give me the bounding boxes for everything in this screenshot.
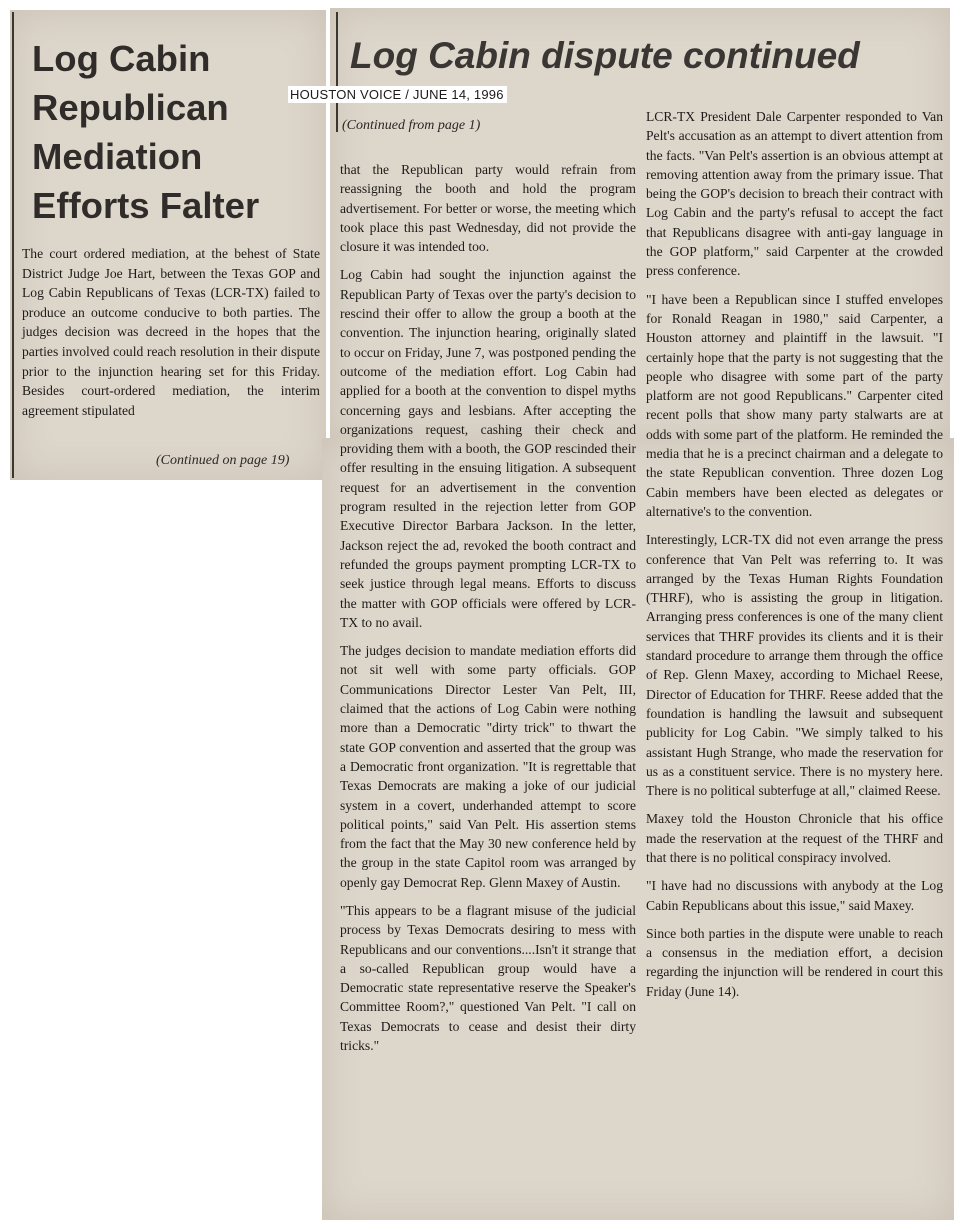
article-paragraph: Maxey told the Houston Chronicle that his office made the reservation at the request of the THRF and that there is no political conspiracy involved.: [646, 811, 943, 865]
sidebar-body: [22, 244, 320, 420]
continued-from-note: (Continued from page 1): [342, 118, 481, 133]
article-title: Log Cabin dispute continued: [350, 35, 860, 76]
sidebar-headline: Log Cabin Republican Mediation Efforts Falter: [32, 38, 260, 226]
article-right-column: [646, 107, 943, 1001]
article-paragraph: Since both parties in the dispute were unable to reach a consensus in the mediation effort, a decision regarding the injunction will be rendered in court this Friday (June 14).: [646, 925, 943, 999]
article-paragraph: Interestingly, LCR-TX did not even arrange the press conference that Van Pelt was referring to. It was arranged by the Texas Human Rights Foundation (THRF), who is assisting the group in litigation. Arranging press conferences is one of the many client services that THRF provides its clients and it is their standard procedure to arrange them through the office of Rep. Glenn Maxey, according to Michael Reese, Director of Education for THRF. Reese added that the foundation is handling the lawsuit and subsequent publicity for Log Cabin. "We simply talked to his assistant Hugh Strange, who made the reservation for us as a constituent service. There is no mystery here. There is no political subterfuge at all," claimed Reese.: [646, 532, 943, 799]
continued-on-note: (Continued on page 19): [156, 453, 290, 468]
title-rule: [336, 12, 338, 132]
article-paragraph: "This appears to be a flagrant misuse of the judicial process by Texas Democrats desiring to mess with Republicans and our conventions....Isn't it strange that a so-called Republican group would have a Democratic state representative reserve the Speaker's Committee Room?," questioned Van Pelt. "I call on Texas Democrats to cease and desist their dirty tricks.": [340, 902, 636, 1054]
article-paragraph: that the Republican party would refrain from reassigning the booth and hold the program advertisement. For better or worse, the meeting which took place this past Wednesday, did not provide the closure it was intended too.: [340, 162, 636, 255]
left-border-rule: [12, 12, 14, 478]
article-paragraph: LCR-TX President Dale Carpenter responded to Van Pelt's accusation as an attempt to divert attention from the facts. "Van Pelt's assertion is an obvious attempt at removing attention away from the primary issue. That being the GOP's decision to breach their contract with Log Cabin and the party's refusal to accept the fact that Republicans disagree with anti-gay language in the GOP platform," said Carpenter at the crowded press conference.: [646, 109, 943, 279]
sidebar-paragraph: The court ordered mediation, at the behest of State District Judge Joe Hart, between the Texas GOP and Log Cabin Republicans of Texas (LCR-TX) failed to produce an outcome conducive to both parties. The judges decision was decreed in the hopes that the parties involved could reach resolution in their dispute prior to the injunction hearing set for this Friday. Besides court-ordered mediation, the interim agreement stipulated: [22, 246, 320, 418]
article-paragraph: Log Cabin had sought the injunction against the Republican Party of Texas over the party's decision to rescind their offer to allow the group a booth at the convention. The injunction hearing, originally slated to occur on Friday, June 7, was postponed pending the outcome of the mediation effort. Log Cabin had applied for a booth at the convention to dispel myths concerning gays and lesbians. After accepting the organizations request, cashing their check and providing them with a booth, the GOP rescinded their offer resulting in the ensuing litigation. A subsequent request for an advertisement in the convention program resulted in the rejection letter from GOP Executive Director Barbara Jackson. In the letter, Jackson reject the ad, revoked the booth contract and refunded the groups payment prompting LCR-TX to seek justice through legal means. Efforts to discuss the matter with GOP officials were offered by LCR-TX to no avail.: [340, 267, 636, 630]
article-paragraph: "I have had no discussions with anybody at the Log Cabin Republicans about this issue," said Maxey.: [646, 878, 943, 913]
article-middle-column: [340, 160, 636, 1055]
publication-masthead: HOUSTON VOICE / JUNE 14, 1996: [288, 86, 507, 103]
article-paragraph: "I have been a Republican since I stuffed envelopes for Ronald Reagan in 1980," said Carpenter, a Houston attorney and plaintiff in the lawsuit. "I certainly hope that the party is not suggesting that the people who disagree with some part of the party platform are not good Republicans." Carpenter cited recent polls that show many party stalwarts are at odds with some part of the platform. He reminded the media that he is a precinct chairman and a delegate to the state Republican convention. Three dozen Log Cabin members have been elected as delegates or alternative's to the convention.: [646, 291, 943, 519]
article-paragraph: The judges decision to mandate mediation efforts did not sit well with some party officials. GOP Communications Director Lester Van Pelt, III, claimed that the actions of Log Cabin were nothing more than a Democratic "dirty trick" to thwart the state GOP convention and asserted that the group was a Democratic front organization. "It is regrettable that Texas Democrats are making a joke of our judicial system in a covert, underhanded attempt to score political points," said Van Pelt. His assertion stems from the fact that the May 30 new conference held by the group in the state Capitol room was arranged by openly gay Democrat Rep. Glenn Maxey of Austin.: [340, 643, 636, 890]
